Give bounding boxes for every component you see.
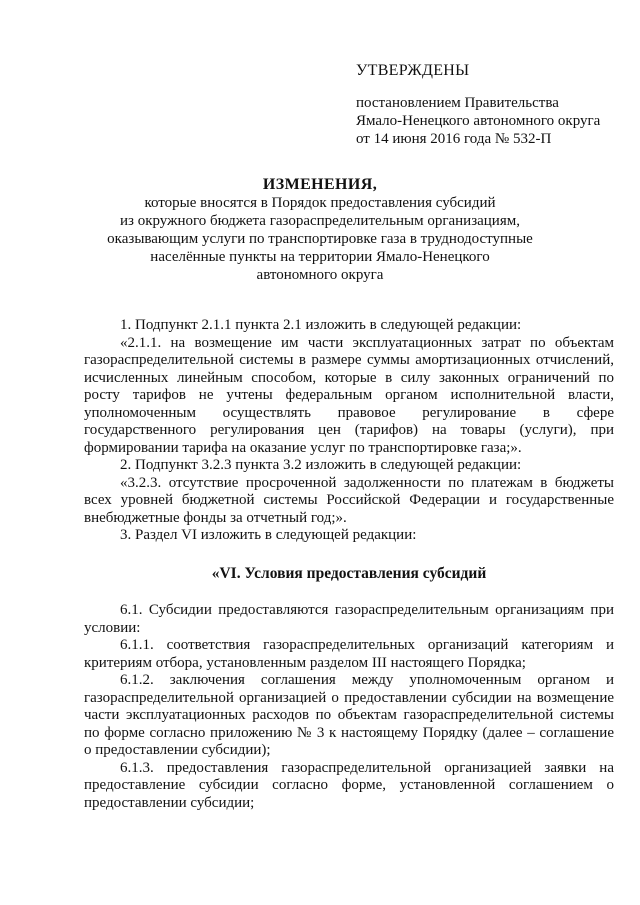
title-line-2: из окружного бюджета газораспределительным организациям, bbox=[120, 213, 520, 229]
paragraph-4: «3.2.3. отсутствие просроченной задолженности по платежам в бюджеты всех уровней бюджетной системы Российской Федерации и государственные внебюджетные фонды за отчетный год;». bbox=[84, 474, 614, 526]
paragraph-9: 6.1.3. предоставления газораспределительной организацией заявки на предоставление субсидии согласно форме, установленной соглашением о предоставлении субсидии; bbox=[84, 759, 614, 811]
approval-line-3: от 14 июня 2016 года № 532-П bbox=[356, 131, 552, 147]
title-line-5: автономного округа bbox=[256, 267, 384, 283]
approval-line-2: Ямало-Ненецкого автономного округа bbox=[356, 113, 601, 129]
section-heading: «VI. Условия предоставления субсидий bbox=[211, 564, 487, 582]
paragraph-3: 2. Подпункт 3.2.3 пункта 3.2 изложить в следующей редакции: bbox=[120, 457, 522, 473]
paragraph-1: 1. Подпункт 2.1.1 пункта 2.1 изложить в следующей редакции: bbox=[120, 317, 522, 333]
document-title bbox=[100, 176, 540, 284]
approval-stamp bbox=[356, 62, 600, 148]
approval-heading: УТВЕРЖДЕНЫ bbox=[356, 62, 470, 79]
title-line-1: которые вносятся в Порядок предоставления субсидий bbox=[144, 195, 496, 211]
approval-line-1: постановлением Правительства bbox=[356, 95, 559, 111]
title-line-3: оказывающим услуги по транспортировке газа в труднодоступные bbox=[107, 231, 533, 247]
paragraph-2: «2.1.1. на возмещение им части эксплуатационных затрат по объектам газораспределительной системы в размере суммы амортизационных отчислений, исчисленных линейным способом, которые в силу законных ограничений по росту тарифов не учтены федеральным органом исполнительной власти, уполномоченным осуществлять правовое регулирование в сфере государственного регулирования цен (тарифов) на товары (услуги), при формировании тарифа на оказание услуг по транспортировке газа;». bbox=[84, 334, 614, 456]
paragraph-5: 3. Раздел VI изложить в следующей редакции: bbox=[120, 527, 417, 543]
paragraph-8: 6.1.2. заключения соглашения между уполномоченным органом и газораспределительной организацией о предоставлении субсидии на возмещение части эксплуатационных расходов по объектам газораспределительной системы по форме согласно приложению № 3 к настоящему Порядку (далее – соглашение о предоставлении субсидии); bbox=[84, 672, 614, 758]
title-main: ИЗМЕНЕНИЯ, bbox=[262, 176, 378, 193]
title-line-4: населённые пункты на территории Ямало-Ненецкого bbox=[150, 249, 490, 265]
paragraph-6: 6.1. Субсидии предоставляются газораспределительным организациям при условии: bbox=[84, 602, 614, 636]
paragraph-7: 6.1.1. соответствия газораспределительных организаций категориям и критериям отбора, установленным разделом III настоящего Порядка; bbox=[84, 637, 614, 671]
document-body bbox=[84, 317, 614, 812]
